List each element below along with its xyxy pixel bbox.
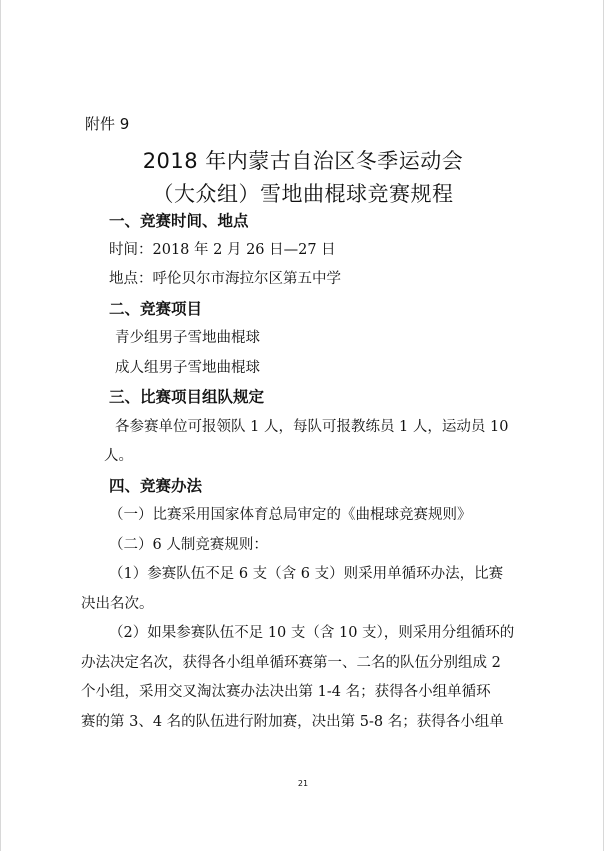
section-4-paragraph-4-line-2: 办法决定名次，获得各小组单循环赛第一、二名的队伍分别组成 2: [81, 655, 501, 671]
section-4-paragraph-4-line-4: 赛的第 3、4 名的队伍进行附加赛，决出第 5-8 名；获得各小组单: [81, 714, 504, 730]
section-4-heading: 四、竞赛办法: [109, 477, 203, 495]
section-4-paragraph-4-line-3: 个小组，采用交叉淘汰赛办法决出第 1-4 名；获得各小组单循环: [81, 684, 491, 700]
section-1-time: 时间：2018 年 2 月 26 日—27 日: [109, 242, 336, 258]
section-3-line-1: 各参赛单位可报领队 1 人，每队可报教练员 1 人，运动员 10: [115, 419, 509, 435]
section-3-heading: 三、比赛项目组队规定: [109, 388, 265, 406]
attachment-label: 附件 9: [85, 115, 130, 133]
section-4-paragraph-3-line-2: 决出名次。: [81, 596, 154, 612]
section-4-paragraph-2: （二）6 人制竞赛规则：: [109, 537, 268, 553]
section-4-paragraph-3-line-1: （1）参赛队伍不足 6 支（含 6 支）则采用单循环办法，比赛: [109, 566, 504, 582]
section-1-place: 地点：呼伦贝尔市海拉尔区第五中学: [109, 271, 341, 287]
section-3-line-2: 人。: [104, 448, 133, 464]
section-4-paragraph-1: （一）比赛采用国家体育总局审定的《曲棍球竞赛规则》: [109, 507, 472, 523]
document-title-line-1: 2018 年内蒙古自治区冬季运动会: [142, 149, 464, 173]
section-2-item-1: 青少组男子雪地曲棍球: [115, 330, 260, 346]
section-4-paragraph-4-line-1: （2）如果参赛队伍不足 10 支（含 10 支），则采用分组循环的: [109, 625, 515, 641]
section-2-item-2: 成人组男子雪地曲棍球: [115, 360, 260, 376]
section-1-heading: 一、竞赛时间、地点: [109, 212, 249, 230]
section-2-heading: 二、竞赛项目: [109, 300, 203, 318]
page-number: 21: [297, 779, 309, 788]
document-title-line-2: （大众组）雪地曲棍球竞赛规程: [152, 182, 454, 206]
